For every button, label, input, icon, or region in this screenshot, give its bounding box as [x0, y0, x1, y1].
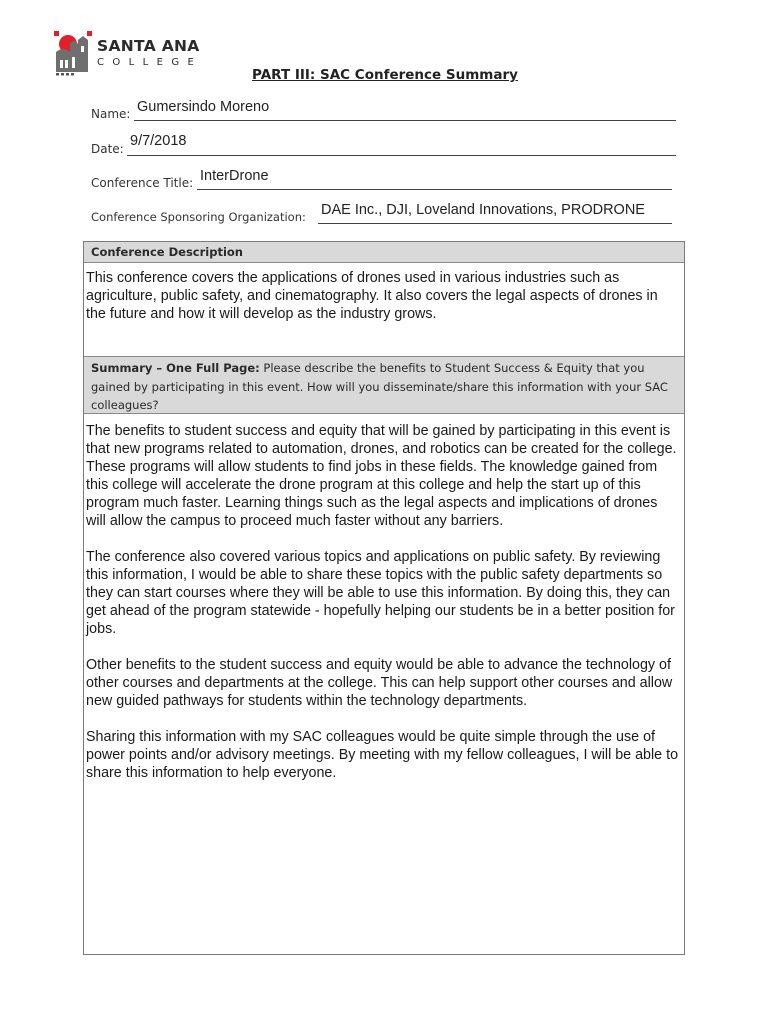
date-label: Date:	[91, 142, 124, 156]
summary-paragraph: Other benefits to the student success and equity would be able to advance the technology of other courses and departments at the college. This can help support other courses and allow new guided pathways for students within the technology departments.	[86, 657, 673, 709]
summary-text[interactable]	[86, 422, 680, 800]
summary-paragraph: Sharing this information with my SAC colleagues would be quite simple through the use of power points and/or advisory meetings. By meeting with my fellow colleagues, I will be able to share this information to help everyone.	[86, 729, 679, 781]
name-value[interactable]: Gumersindo Moreno	[137, 99, 270, 115]
description-text[interactable]: This conference covers the applications of drones used in various industries such as agriculture, public safety, and cinematography. It also covers the legal aspects of drones in the future and how it will develop as the industry grows.	[86, 270, 658, 322]
sponsor-underline	[318, 223, 672, 224]
logo-subtitle: COLLEGE	[97, 57, 203, 68]
date-underline	[127, 155, 676, 156]
conference-title-underline	[197, 189, 672, 190]
summary-header-bold: Summary – One Full Page:	[91, 361, 260, 375]
summary-form-box	[83, 241, 685, 955]
conference-title-label: Conference Title:	[91, 176, 194, 190]
conference-title-value[interactable]: InterDrone	[200, 168, 269, 184]
description-header: Conference Description	[84, 242, 684, 263]
sponsor-value[interactable]: DAE Inc., DJI, Loveland Innovations, PRODRONE	[321, 202, 645, 218]
logo-name: SANTA ANA	[97, 37, 200, 55]
summary-header-instructions: Please describe the benefits to Student Success & Equity that you gained by participating in this event. How will you disseminate/share this information with your SAC colleagues?	[91, 361, 668, 412]
document-title: PART III: SAC Conference Summary	[252, 67, 518, 83]
summary-paragraph: The benefits to student success and equity that will be gained by participating in this event is that new programs related to automation, drones, and robotics can be created for the college. These programs will allow students to find jobs in these fields. The knowledge gained from this college will accelerate the drone program at this college and help the start up of this program much faster. Learning things such as the legal aspects and implications of drones will allow the campus to proceed much faster without any barriers.	[86, 423, 677, 529]
date-value[interactable]: 9/7/2018	[130, 133, 187, 149]
summary-paragraph: The conference also covered various topics and applications on public safety. By reviewing this information, I would be able to share these topics with the public safety departments so they can start courses where they will be able to use this information. By doing this, they can get ahead of the program statewide - hopefully helping our students be in a better position for jobs.	[86, 549, 675, 637]
summary-header	[84, 356, 684, 414]
sponsor-label: Conference Sponsoring Organization:	[91, 210, 306, 224]
name-underline	[134, 120, 676, 121]
name-label: Name:	[91, 107, 131, 121]
